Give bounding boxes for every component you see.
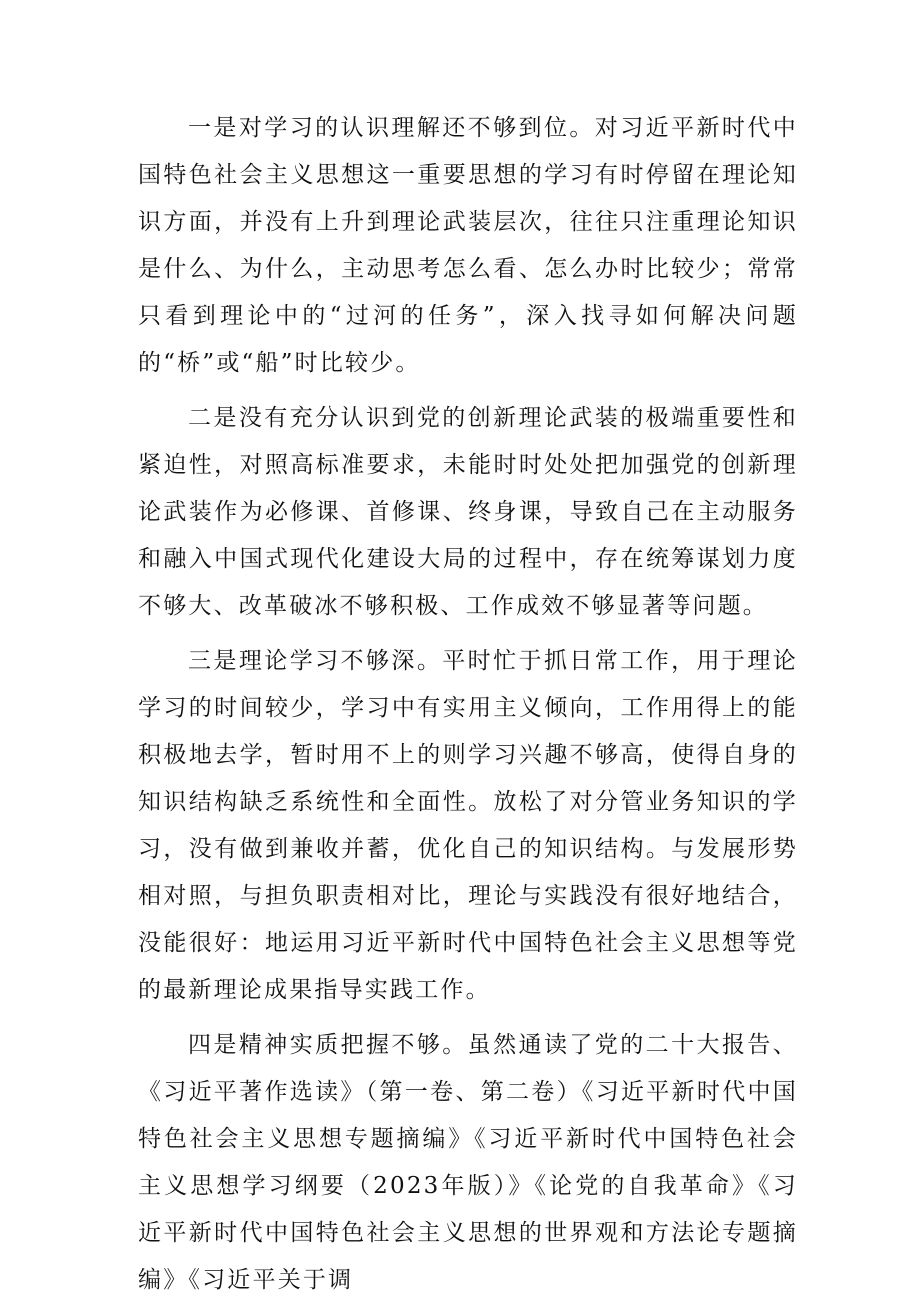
paragraph-4: 四是精神实质把握不够。虽然通读了党的二十大报告、《习近平著作选读》（第一卷、第二卷）《习近平新时代中国特色社会主义思想专题摘编》《习近平新时代中国特色社会主义思想学习纲要（2023年版）》《论党的自我革命》《习近平新时代中国特色社会主义思想的世界观和方法论专题摘编》《习近平关于调: [138, 1032, 798, 1293]
paragraph-2: 二是没有充分认识到党的创新理论武装的极端重要性和紧迫性，对照高标准要求，未能时时处处把加强党的创新理论武装作为必修课、首修课、终身课，导致自己在主动服务和融入中国式现代化建设大局的过程中，存在统筹谋划力度不够大、改革破冰不够积极、工作成效不够显著等问题。: [138, 405, 798, 619]
paragraph-1: 一是对学习的认识理解还不够到位。对习近平新时代中国特色社会主义思想这一重要思想的学习有时停留在理论知识方面，并没有上升到理论武装层次，往往只注重理论知识是什么、为什么，主动思考怎么看、怎么办时比较少；常常只看到理论中的“过河的任务”，深入找寻如何解决问题的“桥”或“船”时比较少。: [138, 115, 798, 376]
document-body: [138, 105, 798, 1312]
paragraph-3: 三是理论学习不够深。平时忙于抓日常工作，用于理论学习的时间较少，学习中有实用主义倾向，工作用得上的能积极地去学，暂时用不上的则学习兴趣不够高，使得自身的知识结构缺乏系统性和全面性。放松了对分管业务知识的学习，没有做到兼收并蓄，优化自己的知识结构。与发展形势相对照，与担负职责相对比，理论与实践没有很好地结合，没能很好：地运用习近平新时代中国特色社会主义思想等党的最新理论成果指导实践工作。: [138, 648, 798, 1003]
